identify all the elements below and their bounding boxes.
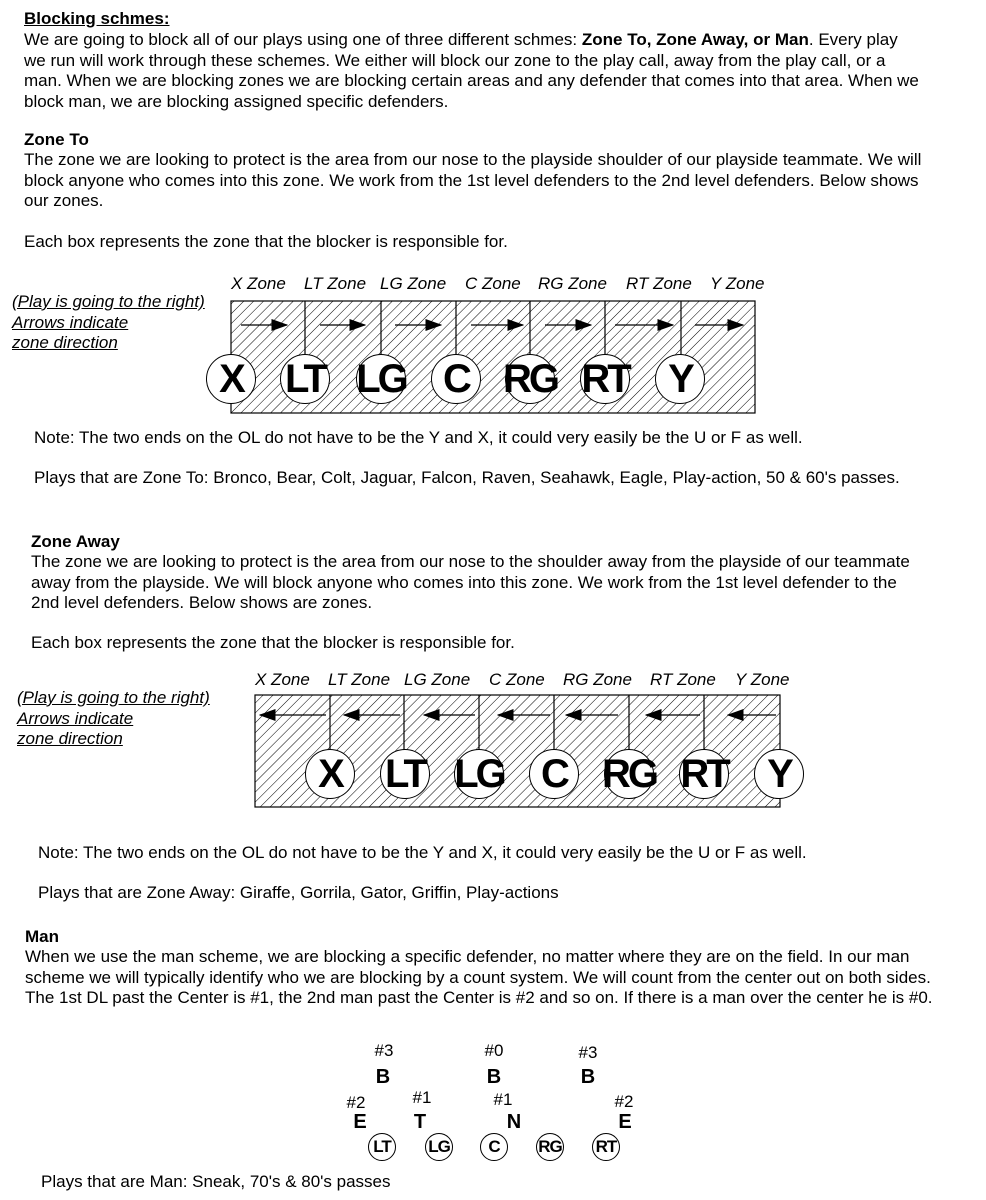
zone-label: LG Zone — [380, 274, 447, 293]
zone-to-side-note — [12, 292, 205, 354]
zone-away-diagram — [254, 694, 814, 809]
zone-to-heading: Zone To — [24, 130, 89, 149]
count-number: #0 — [484, 1041, 504, 1060]
zone-label: Y Zone — [710, 274, 765, 293]
defender-backer: B — [375, 1066, 391, 1088]
blocker-c: C — [480, 1133, 508, 1161]
defender-end: E — [353, 1111, 367, 1133]
blocker-rg: RG — [536, 1133, 564, 1161]
zone-away-side-note — [17, 688, 210, 750]
man-body: When we use the man scheme, we are blocking a specific defender, no matter where they are on the field. In our man scheme we will typically identify who we are blocking by a count system. We will count from the center out on both sides. The 1st DL past the Center is #1, the 2nd man past the Center is #2 and so on. If there is a man over the center he is #0. — [25, 947, 933, 1007]
zone-to-side-line3: zone direction — [12, 333, 118, 352]
blocker-lt: LT — [368, 1133, 396, 1161]
blocker-c: C — [529, 749, 579, 799]
blocker-c: C — [431, 354, 481, 404]
blocker-lt: LT — [380, 749, 430, 799]
defender-backer: B — [580, 1066, 596, 1088]
blocker-lg: LG — [425, 1133, 453, 1161]
zone-to-diagram — [205, 300, 765, 415]
blocker-rg: RG — [604, 749, 654, 799]
count-number: #3 — [578, 1043, 598, 1062]
count-number: #2 — [346, 1093, 366, 1112]
zone-label: RT Zone — [650, 670, 716, 689]
zone-to-side-line1: (Play is going to the right) — [12, 292, 205, 311]
zone-label: X Zone — [255, 670, 310, 689]
intro-paragraph — [24, 30, 924, 112]
count-number: #2 — [614, 1092, 634, 1111]
zone-label: LT Zone — [328, 670, 391, 689]
zone-to-plays: Plays that are Zone To: Bronco, Bear, Colt, Jaguar, Falcon, Raven, Seahawk, Eagle, Play-action, 50 & 60's passes. — [34, 468, 900, 487]
count-number: #3 — [374, 1041, 394, 1060]
defender-nose: N — [506, 1111, 522, 1133]
zone-away-note: Note: The two ends on the OL do not have to be the Y and X, it could very easily be the U or F as well. — [38, 843, 807, 862]
man-heading: Man — [25, 927, 59, 946]
count-number: #1 — [412, 1088, 432, 1107]
zone-away-side-line3: zone direction — [17, 729, 123, 748]
count-number: #1 — [493, 1090, 513, 1109]
zone-to-body: The zone we are looking to protect is the area from our nose to the playside shoulder of our playside teammate. We will block anyone who comes into this zone. We work from the 1st level defenders to the 2nd level defenders. Below shows our zones. — [24, 150, 922, 210]
zone-label: C Zone — [489, 670, 545, 689]
zone-label: RG Zone — [538, 274, 607, 293]
intro-schemes: Zone To, Zone Away, or Man — [581, 30, 809, 49]
blocker-y: Y — [754, 749, 804, 799]
intro-rest: Every play we run will work through these schemes. We either will block our zone to the play call, away from the play call, or a man. When we are blocking zones we are blocking certain areas and any defender that comes into that area. When we block man, we are blocking assigned specific defenders. — [24, 30, 919, 111]
zone-label: RG Zone — [563, 670, 632, 689]
blocker-rt: RT — [592, 1133, 620, 1161]
blocker-rt: RT — [580, 354, 630, 404]
zone-label: C Zone — [465, 274, 521, 293]
blocker-lg: LG — [454, 749, 504, 799]
defender-end: E — [618, 1111, 632, 1133]
intro-line1: We are going to block all of our plays using one of three different schmes: — [24, 30, 582, 49]
zone-label: Y Zone — [735, 670, 790, 689]
blocker-y: Y — [655, 354, 705, 404]
blocker-lg: LG — [356, 354, 406, 404]
zone-label: LG Zone — [404, 670, 471, 689]
blocker-x: X — [206, 354, 256, 404]
defender-backer: B — [486, 1066, 502, 1088]
blocker-lt: LT — [280, 354, 330, 404]
zone-label: X Zone — [231, 274, 286, 293]
zone-away-plays: Plays that are Zone Away: Giraffe, Gorrila, Gator, Griffin, Play-actions — [38, 883, 559, 902]
blocker-rg: RG — [505, 354, 555, 404]
defender-tackle: T — [413, 1111, 427, 1133]
zone-away-side-line2: Arrows indicate — [17, 708, 134, 728]
zone-label: RT Zone — [626, 274, 692, 293]
man-plays: Plays that are Man: Sneak, 70's & 80's passes — [41, 1172, 391, 1191]
blocker-x: X — [305, 749, 355, 799]
zone-to-side-line2: Arrows indicate — [12, 312, 129, 332]
intro-period: . — [808, 30, 814, 49]
zone-to-box-note: Each box represents the zone that the blocker is responsible for. — [24, 232, 508, 251]
zone-away-heading: Zone Away — [31, 532, 120, 551]
zone-to-note: Note: The two ends on the OL do not have to be the Y and X, it could very easily be the U or F as well. — [34, 428, 803, 447]
zone-away-box-note: Each box represents the zone that the blocker is responsible for. — [31, 633, 515, 652]
zone-away-side-line1: (Play is going to the right) — [17, 688, 210, 707]
zone-away-body: The zone we are looking to protect is the area from our nose to the shoulder away from the playside of our teammate away from the playside. We will block anyone who comes into this zone. We work from the 1st level defender to the 2nd level defenders. Below shows are zones. — [31, 552, 910, 612]
blocker-rt: RT — [679, 749, 729, 799]
zone-label: LT Zone — [304, 274, 367, 293]
man-diagram — [330, 1038, 650, 1166]
intro-heading: Blocking schmes: — [24, 9, 170, 28]
